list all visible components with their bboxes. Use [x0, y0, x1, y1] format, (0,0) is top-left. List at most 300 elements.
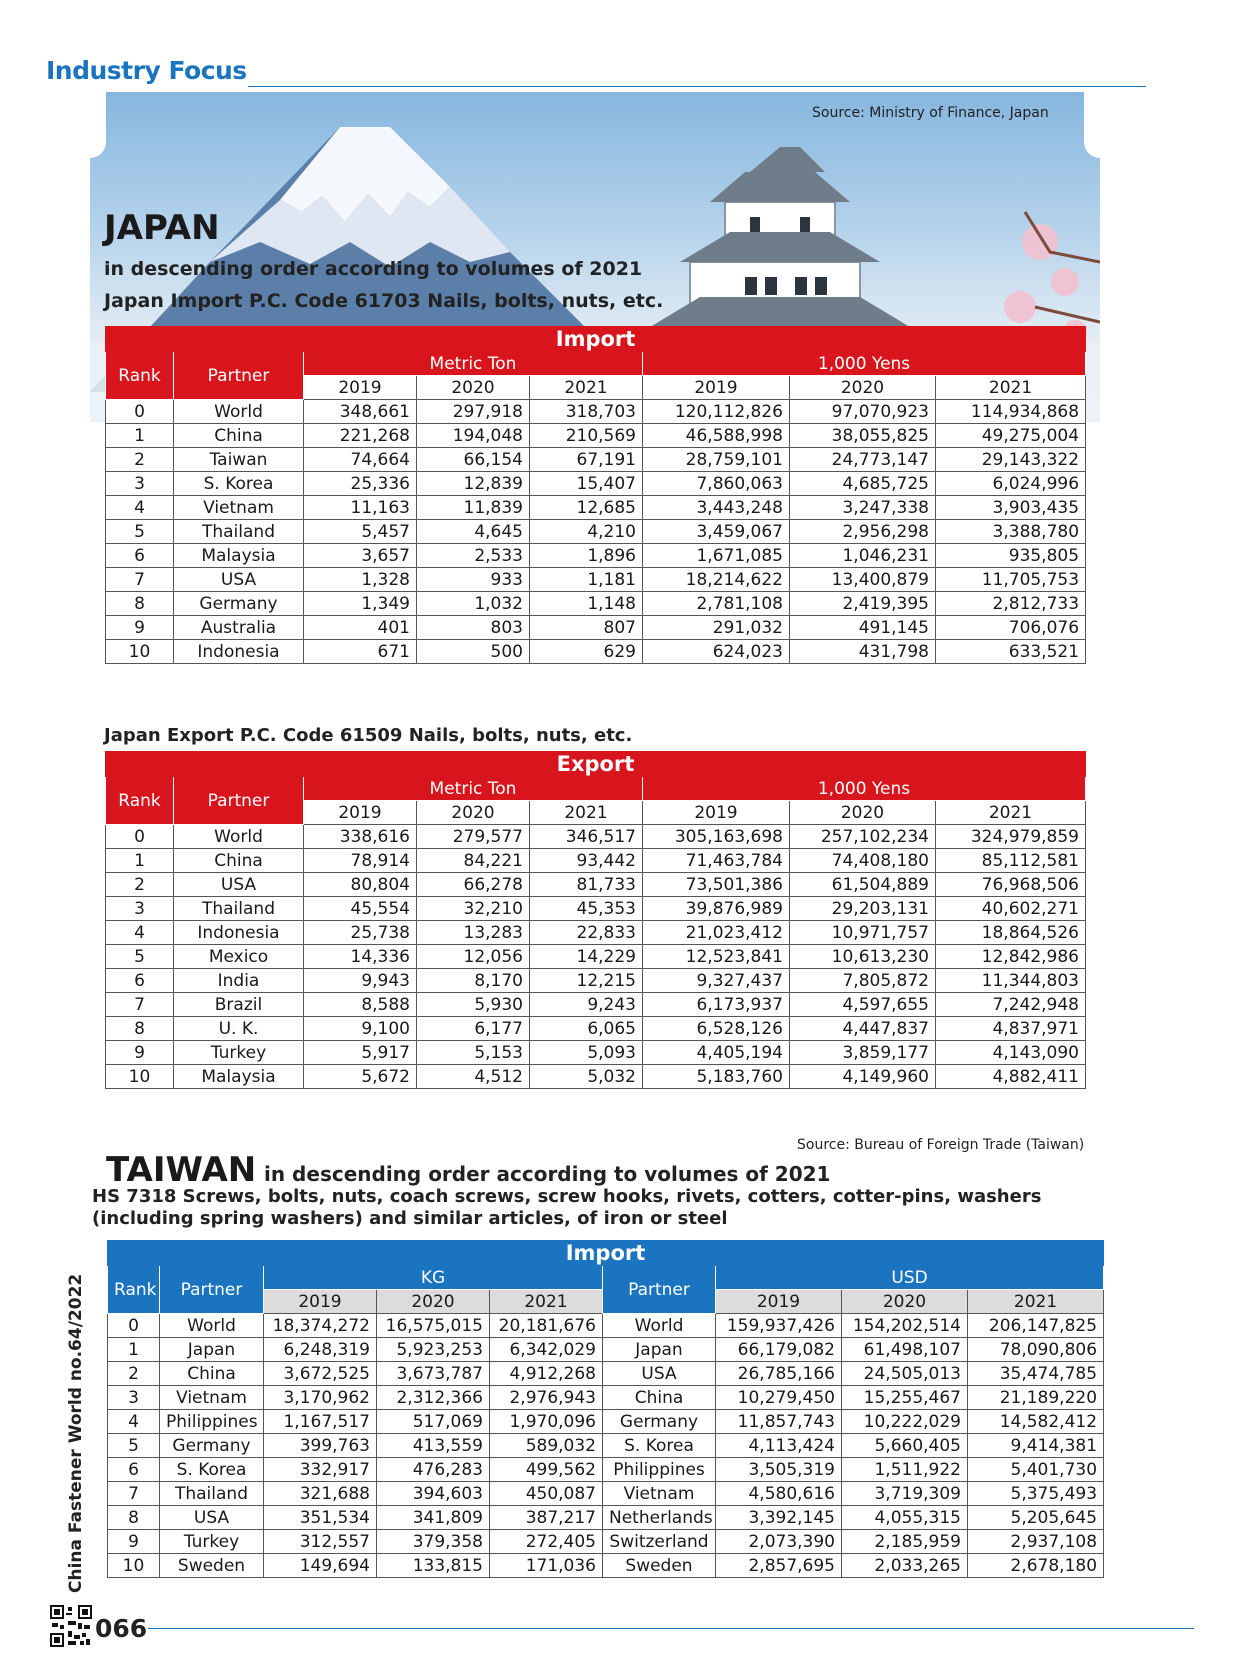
table-cell: 5,032: [530, 1065, 643, 1089]
table-cell: 9,243: [530, 993, 643, 1017]
japan-heading: JAPAN: [104, 208, 220, 248]
table-cell: 2: [108, 1362, 160, 1386]
table-cell: 4,405,194: [643, 1041, 790, 1065]
table-cell: 9,100: [304, 1017, 417, 1041]
japan-import-table: [105, 326, 1086, 664]
table-cell: 8,588: [304, 993, 417, 1017]
table-cell: 2,033,265: [842, 1554, 968, 1578]
table-row: [106, 993, 1086, 1017]
table-row: [108, 1338, 1104, 1362]
table-cell: 3,903,435: [936, 496, 1086, 520]
table-cell: 2,781,108: [643, 592, 790, 616]
table-cell: 12,685: [530, 496, 643, 520]
table-cell: Japan: [603, 1338, 716, 1362]
table-cell: 26,785,166: [716, 1362, 842, 1386]
table-cell: 67,191: [530, 448, 643, 472]
table-cell: 3,247,338: [790, 496, 936, 520]
table-row: [106, 921, 1086, 945]
table-cell: 935,805: [936, 544, 1086, 568]
table-cell: 84,221: [417, 849, 530, 873]
year-header: 2019: [304, 376, 417, 400]
table-cell: 210,569: [530, 424, 643, 448]
table-cell: 4,447,837: [790, 1017, 936, 1041]
table-row: [106, 1041, 1086, 1065]
table-cell: Netherlands: [603, 1506, 716, 1530]
table-row: [108, 1434, 1104, 1458]
table-cell: Thailand: [174, 897, 304, 921]
table-cell: 85,112,581: [936, 849, 1086, 873]
table-cell: 706,076: [936, 616, 1086, 640]
taiwan-order-note: in descending order according to volumes of 2021: [264, 1162, 831, 1186]
table-cell: 8,170: [417, 969, 530, 993]
table-cell: 28,759,101: [643, 448, 790, 472]
table-cell: 40,602,271: [936, 897, 1086, 921]
table-cell: 24,773,147: [790, 448, 936, 472]
table-cell: Malaysia: [174, 1065, 304, 1089]
table-cell: 7,860,063: [643, 472, 790, 496]
table-cell: 10,971,757: [790, 921, 936, 945]
table-cell: 114,934,868: [936, 400, 1086, 424]
table-cell: 624,023: [643, 640, 790, 664]
table-row: [106, 640, 1086, 664]
table-cell: 4,512: [417, 1065, 530, 1089]
table-cell: 10,279,450: [716, 1386, 842, 1410]
table-cell: 66,278: [417, 873, 530, 897]
table-cell: Switzerland: [603, 1530, 716, 1554]
table-cell: 11,839: [417, 496, 530, 520]
table-cell: 10,613,230: [790, 945, 936, 969]
table-cell: 431,798: [790, 640, 936, 664]
table-cell: USA: [603, 1362, 716, 1386]
table-cell: 1: [108, 1338, 160, 1362]
table-cell: 321,688: [264, 1482, 377, 1506]
usd-header: USD: [716, 1266, 1104, 1290]
table-cell: 476,283: [377, 1458, 490, 1482]
table-cell: 1,970,096: [490, 1410, 603, 1434]
taiwan-import-table: [107, 1240, 1104, 1578]
table-cell: 149,694: [264, 1554, 377, 1578]
year-header: 2021: [530, 376, 643, 400]
banner-corner-left: [90, 88, 106, 158]
table-cell: 633,521: [936, 640, 1086, 664]
table-cell: 38,055,825: [790, 424, 936, 448]
table-cell: 499,562: [490, 1458, 603, 1482]
table-cell: 3: [108, 1386, 160, 1410]
table-cell: 3: [106, 897, 174, 921]
table-cell: 76,968,506: [936, 873, 1086, 897]
table-cell: 66,179,082: [716, 1338, 842, 1362]
table-cell: 5,930: [417, 993, 530, 1017]
magazine-side-label: China Fastener World no.64/2022: [66, 1273, 86, 1593]
table-cell: 14,336: [304, 945, 417, 969]
year-header: 2020: [417, 376, 530, 400]
table-cell: S. Korea: [160, 1458, 264, 1482]
table-cell: World: [603, 1314, 716, 1338]
table-row: [106, 472, 1086, 496]
table-cell: 74,408,180: [790, 849, 936, 873]
table-cell: 9: [108, 1530, 160, 1554]
table-cell: 32,210: [417, 897, 530, 921]
table-cell: 13,400,879: [790, 568, 936, 592]
table-cell: Thailand: [174, 520, 304, 544]
page-number: 066: [95, 1614, 148, 1643]
table-cell: 257,102,234: [790, 825, 936, 849]
table-cell: 3,392,145: [716, 1506, 842, 1530]
table-cell: Indonesia: [174, 921, 304, 945]
table-cell: 6: [106, 969, 174, 993]
table-cell: China: [174, 849, 304, 873]
metric-ton-header: Metric Ton: [304, 777, 643, 801]
table-cell: 671: [304, 640, 417, 664]
table-cell: 5,923,253: [377, 1338, 490, 1362]
table-cell: 399,763: [264, 1434, 377, 1458]
table-row: [106, 849, 1086, 873]
table-cell: 803: [417, 616, 530, 640]
table-cell: 4,210: [530, 520, 643, 544]
table-cell: 18,864,526: [936, 921, 1086, 945]
table-cell: 5: [106, 520, 174, 544]
table-cell: 73,501,386: [643, 873, 790, 897]
table-row: [106, 897, 1086, 921]
table-cell: 401: [304, 616, 417, 640]
table-cell: 206,147,825: [968, 1314, 1104, 1338]
table-cell: 8: [108, 1506, 160, 1530]
table-cell: 4,055,315: [842, 1506, 968, 1530]
table-cell: 14,229: [530, 945, 643, 969]
table-cell: 379,358: [377, 1530, 490, 1554]
table-cell: 6,248,319: [264, 1338, 377, 1362]
table-cell: 12,842,986: [936, 945, 1086, 969]
table-cell: 1: [106, 424, 174, 448]
table-cell: 1,032: [417, 592, 530, 616]
table-cell: 332,917: [264, 1458, 377, 1482]
table-cell: 3,443,248: [643, 496, 790, 520]
table-cell: 1,349: [304, 592, 417, 616]
table-cell: 346,517: [530, 825, 643, 849]
table-cell: 1,181: [530, 568, 643, 592]
table-cell: 66,154: [417, 448, 530, 472]
table-cell: 5,457: [304, 520, 417, 544]
table-cell: 74,664: [304, 448, 417, 472]
table-cell: 3,859,177: [790, 1041, 936, 1065]
table-cell: Philippines: [160, 1410, 264, 1434]
japan-order-note: in descending order according to volumes of 2021: [104, 258, 643, 280]
table-cell: 279,577: [417, 825, 530, 849]
table-cell: 1,511,922: [842, 1458, 968, 1482]
table-cell: 49,275,004: [936, 424, 1086, 448]
table-cell: 9: [106, 616, 174, 640]
year-header: 2021: [490, 1290, 603, 1314]
table-row: [108, 1482, 1104, 1506]
table-cell: 3,672,525: [264, 1362, 377, 1386]
table-cell: 10,222,029: [842, 1410, 968, 1434]
year-header: 2020: [842, 1290, 968, 1314]
partner-header: Partner: [174, 352, 304, 400]
table-cell: 12,523,841: [643, 945, 790, 969]
table-cell: 93,442: [530, 849, 643, 873]
table-cell: Indonesia: [174, 640, 304, 664]
table-cell: USA: [174, 568, 304, 592]
table-row: [108, 1530, 1104, 1554]
table-cell: 7: [106, 993, 174, 1017]
table-cell: 1,046,231: [790, 544, 936, 568]
table-cell: Vietnam: [174, 496, 304, 520]
table-cell: 133,815: [377, 1554, 490, 1578]
table-cell: USA: [174, 873, 304, 897]
table-cell: 4,143,090: [936, 1041, 1086, 1065]
table-cell: 291,032: [643, 616, 790, 640]
table-cell: 3,719,309: [842, 1482, 968, 1506]
banner-corner-right: [1084, 88, 1100, 158]
table-cell: 78,090,806: [968, 1338, 1104, 1362]
table-cell: 39,876,989: [643, 897, 790, 921]
table-cell: 81,733: [530, 873, 643, 897]
table-cell: 15,255,467: [842, 1386, 968, 1410]
table-cell: Australia: [174, 616, 304, 640]
table-cell: 11,344,803: [936, 969, 1086, 993]
table-cell: 10: [106, 1065, 174, 1089]
table-cell: 159,937,426: [716, 1314, 842, 1338]
table-cell: India: [174, 969, 304, 993]
table-row: [106, 873, 1086, 897]
table-cell: 11,163: [304, 496, 417, 520]
table-cell: 4: [108, 1410, 160, 1434]
table-cell: Vietnam: [160, 1386, 264, 1410]
table-title: Import: [106, 327, 1086, 352]
table-row: [106, 1065, 1086, 1089]
table-cell: Taiwan: [174, 448, 304, 472]
table-cell: 589,032: [490, 1434, 603, 1458]
table-cell: Germany: [174, 592, 304, 616]
table-cell: 629: [530, 640, 643, 664]
table-cell: 45,554: [304, 897, 417, 921]
taiwan-hs-line1: HS 7318 Screws, bolts, nuts, coach screws, screw hooks, rivets, cotters, cotter-pins, washers: [92, 1186, 1042, 1207]
table-cell: Brazil: [174, 993, 304, 1017]
table-cell: 29,203,131: [790, 897, 936, 921]
table-cell: 14,582,412: [968, 1410, 1104, 1434]
table-cell: 3,388,780: [936, 520, 1086, 544]
table-cell: 25,738: [304, 921, 417, 945]
year-header: 2019: [643, 376, 790, 400]
table-cell: Japan: [160, 1338, 264, 1362]
table-row: [108, 1458, 1104, 1482]
table-cell: 12,215: [530, 969, 643, 993]
table-cell: 1,148: [530, 592, 643, 616]
year-header: 2019: [304, 801, 417, 825]
table-cell: China: [603, 1386, 716, 1410]
table-cell: 4: [106, 921, 174, 945]
table-cell: 297,918: [417, 400, 530, 424]
table-cell: 0: [108, 1314, 160, 1338]
taiwan-source: Source: Bureau of Foreign Trade (Taiwan): [797, 1137, 1085, 1153]
table-cell: 6,024,996: [936, 472, 1086, 496]
table-cell: S. Korea: [174, 472, 304, 496]
table-cell: 348,661: [304, 400, 417, 424]
table-cell: 338,616: [304, 825, 417, 849]
table-cell: 12,839: [417, 472, 530, 496]
table-title: Export: [106, 752, 1086, 777]
year-header: 2021: [936, 801, 1086, 825]
rank-header: Rank: [106, 777, 174, 825]
table-cell: 351,534: [264, 1506, 377, 1530]
yen-header: 1,000 Yens: [643, 777, 1086, 801]
table-row: [108, 1362, 1104, 1386]
table-cell: 6,528,126: [643, 1017, 790, 1041]
japan-export-subtitle: Japan Export P.C. Code 61509 Nails, bolts, nuts, etc.: [104, 725, 633, 746]
table-cell: 4,882,411: [936, 1065, 1086, 1089]
table-cell: 9,943: [304, 969, 417, 993]
table-cell: 4,645: [417, 520, 530, 544]
table-cell: 5,660,405: [842, 1434, 968, 1458]
table-cell: 18,214,622: [643, 568, 790, 592]
table-cell: 4: [106, 496, 174, 520]
table-row: [106, 424, 1086, 448]
table-cell: 387,217: [490, 1506, 603, 1530]
table-cell: Sweden: [603, 1554, 716, 1578]
table-cell: 2,857,695: [716, 1554, 842, 1578]
table-cell: 2: [106, 873, 174, 897]
partner-usd-header: Partner: [603, 1266, 716, 1314]
table-cell: 5: [106, 945, 174, 969]
table-cell: 6,173,937: [643, 993, 790, 1017]
table-cell: 71,463,784: [643, 849, 790, 873]
table-row: [106, 969, 1086, 993]
table-cell: 21,189,220: [968, 1386, 1104, 1410]
table-cell: 2,533: [417, 544, 530, 568]
taiwan-heading: TAIWAN: [106, 1150, 257, 1190]
table-cell: 450,087: [490, 1482, 603, 1506]
table-cell: Germany: [603, 1410, 716, 1434]
table-cell: 46,588,998: [643, 424, 790, 448]
year-header: 2020: [417, 801, 530, 825]
year-header: 2021: [936, 376, 1086, 400]
japan-import-subtitle: Japan Import P.C. Code 61703 Nails, bolts, nuts, etc.: [104, 290, 664, 312]
table-cell: 0: [106, 400, 174, 424]
taiwan-hs-line2: (including spring washers) and similar articles, of iron or steel: [92, 1208, 728, 1229]
table-cell: 4,837,971: [936, 1017, 1086, 1041]
table-cell: 13,283: [417, 921, 530, 945]
table-cell: S. Korea: [603, 1434, 716, 1458]
table-cell: 18,374,272: [264, 1314, 377, 1338]
table-row: [108, 1410, 1104, 1434]
table-cell: 5,917: [304, 1041, 417, 1065]
table-row: [106, 400, 1086, 424]
table-cell: 24,505,013: [842, 1362, 968, 1386]
table-cell: 5: [108, 1434, 160, 1458]
header-rule: [248, 86, 1146, 87]
table-cell: 1,328: [304, 568, 417, 592]
table-cell: 1,896: [530, 544, 643, 568]
table-cell: 15,407: [530, 472, 643, 496]
table-cell: Mexico: [174, 945, 304, 969]
table-cell: 1: [106, 849, 174, 873]
table-cell: 9,414,381: [968, 1434, 1104, 1458]
table-cell: 2,312,366: [377, 1386, 490, 1410]
table-cell: 4,149,960: [790, 1065, 936, 1089]
table-row: [108, 1506, 1104, 1530]
table-cell: 4,580,616: [716, 1482, 842, 1506]
table-cell: 1,167,517: [264, 1410, 377, 1434]
table-cell: China: [174, 424, 304, 448]
table-cell: Malaysia: [174, 544, 304, 568]
table-cell: 120,112,826: [643, 400, 790, 424]
table-cell: 2,976,943: [490, 1386, 603, 1410]
table-cell: 4,912,268: [490, 1362, 603, 1386]
table-cell: U. K.: [174, 1017, 304, 1041]
table-cell: 154,202,514: [842, 1314, 968, 1338]
table-cell: Turkey: [174, 1041, 304, 1065]
table-cell: 4,597,655: [790, 993, 936, 1017]
table-cell: 25,336: [304, 472, 417, 496]
year-header: 2021: [530, 801, 643, 825]
rank-header: Rank: [106, 352, 174, 400]
table-row: [106, 496, 1086, 520]
table-cell: 5,183,760: [643, 1065, 790, 1089]
table-cell: 2,956,298: [790, 520, 936, 544]
table-cell: 933: [417, 568, 530, 592]
table-cell: 2,937,108: [968, 1530, 1104, 1554]
table-cell: 2,678,180: [968, 1554, 1104, 1578]
table-cell: 20,181,676: [490, 1314, 603, 1338]
table-cell: 61,498,107: [842, 1338, 968, 1362]
table-cell: 21,023,412: [643, 921, 790, 945]
table-cell: 5,401,730: [968, 1458, 1104, 1482]
table-cell: 22,833: [530, 921, 643, 945]
table-cell: 5,093: [530, 1041, 643, 1065]
table-cell: 4,685,725: [790, 472, 936, 496]
table-cell: 305,163,698: [643, 825, 790, 849]
table-cell: 8: [106, 1017, 174, 1041]
table-cell: 61,504,889: [790, 873, 936, 897]
table-cell: 9,327,437: [643, 969, 790, 993]
table-cell: 7: [106, 568, 174, 592]
year-header: 2019: [264, 1290, 377, 1314]
table-cell: 3,657: [304, 544, 417, 568]
table-row: [106, 1017, 1086, 1041]
table-cell: 6: [106, 544, 174, 568]
table-cell: Vietnam: [603, 1482, 716, 1506]
table-cell: 491,145: [790, 616, 936, 640]
year-header: 2019: [643, 801, 790, 825]
table-cell: Thailand: [160, 1482, 264, 1506]
table-cell: 10: [106, 640, 174, 664]
table-cell: 171,036: [490, 1554, 603, 1578]
table-cell: 3: [106, 472, 174, 496]
table-row: [106, 945, 1086, 969]
japan-export-table: [105, 751, 1086, 1089]
table-cell: 6,065: [530, 1017, 643, 1041]
table-cell: 16,575,015: [377, 1314, 490, 1338]
table-row: [106, 448, 1086, 472]
table-cell: 97,070,923: [790, 400, 936, 424]
table-cell: 4,113,424: [716, 1434, 842, 1458]
section-title: Industry Focus: [46, 56, 247, 85]
table-cell: 2,419,395: [790, 592, 936, 616]
table-cell: 2,073,390: [716, 1530, 842, 1554]
table-cell: Philippines: [603, 1458, 716, 1482]
table-cell: 7: [108, 1482, 160, 1506]
table-cell: 194,048: [417, 424, 530, 448]
table-cell: Turkey: [160, 1530, 264, 1554]
table-cell: 1,671,085: [643, 544, 790, 568]
table-row: [108, 1314, 1104, 1338]
table-cell: 807: [530, 616, 643, 640]
yen-header: 1,000 Yens: [643, 352, 1086, 376]
table-title: Import: [108, 1241, 1104, 1266]
table-cell: 3,673,787: [377, 1362, 490, 1386]
table-cell: 324,979,859: [936, 825, 1086, 849]
table-row: [106, 616, 1086, 640]
